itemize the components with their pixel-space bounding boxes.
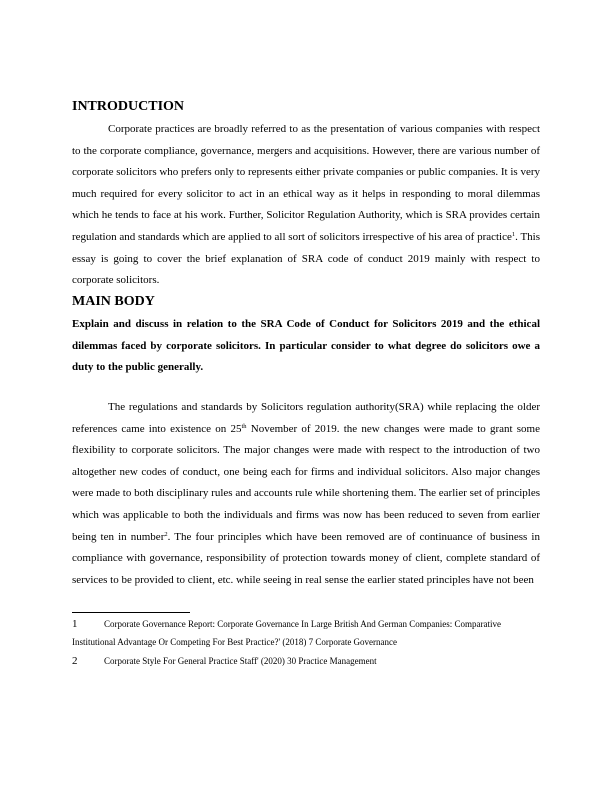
ordinal-suffix: th — [241, 422, 247, 430]
main-body-paragraph — [72, 397, 540, 591]
main-body-text-a: The regulations and standards by Solicitors regulation authority(SRA) while replacing the older references came into existence on 25 — [72, 401, 540, 435]
introduction-heading: INTRODUCTION — [72, 99, 185, 114]
footnote-ref-1: 1 — [511, 230, 516, 238]
introduction-text-end: . This essay is going to cover the brief explanation of SRA code of conduct 2019 mainly with respect to corporate solicitors. — [72, 230, 541, 287]
footnote-separator — [72, 612, 190, 613]
main-body-text-c: . The four principles which have been removed are of continuance of business in compliance with governance, responsibility of protection towards money of client, complete standard of services to be provided to client, etc. while seeing in real sense the earlier stated principles have not been — [72, 530, 540, 586]
main-body-text-b: November of 2019. the new changes were made to grant some flexibility to corporate solicitors. The major changes were made with respect to the introduction of two altogether new codes of conduct, one being each for firms and individual solicitors. Also major changes were made to both disciplinary rules and accounts rule while shortening them. The earlier set of principles which was applicable to both the individuals and firms was now has been reduced to seven from earlier being ten in number — [72, 422, 540, 543]
footnote-number: 1 — [72, 618, 78, 630]
essay-question: Explain and discuss in relation to the SRA Code of Conduct for Solicitors 2019 and the ethical dilemmas faced by corporate solicitors. In particular consider to what degree do solicitors owe a duty to the public generally. — [72, 318, 540, 374]
footnote-text: Corporate Style For General Practice Staff' (2020) 30 Practice Management — [104, 656, 377, 666]
introduction-text: Corporate practices are broadly referred to as the presentation of various companies with respect to the corporate compliance, governance, mergers and acquisitions. However, there are various number of corporate solicitors who prefers only to represents either private companies or public companies. It is very much required for every solicitor to act in an ethical way as it helps in responding to moral dilemmas which he tends to face at his work. Further, Solicitor Regulation Authority, which is SRA provides certain regulation and standards which are applied to all sort of solicitors irrespective of his area of practice — [72, 123, 540, 243]
footnote-1 — [72, 615, 540, 651]
footnote-ref-2: 2 — [164, 530, 168, 538]
introduction-paragraph — [72, 119, 540, 292]
main-body-heading: MAIN BODY — [72, 294, 155, 309]
footnote-2 — [72, 652, 540, 670]
footnote-text: Corporate Governance Report: Corporate Governance In Large British And German Companies: Comparative Institutional Advantage Or Competing For Best Practice?' (2018) 7 Corporate Governance — [72, 619, 501, 647]
footnote-number: 2 — [72, 655, 78, 667]
